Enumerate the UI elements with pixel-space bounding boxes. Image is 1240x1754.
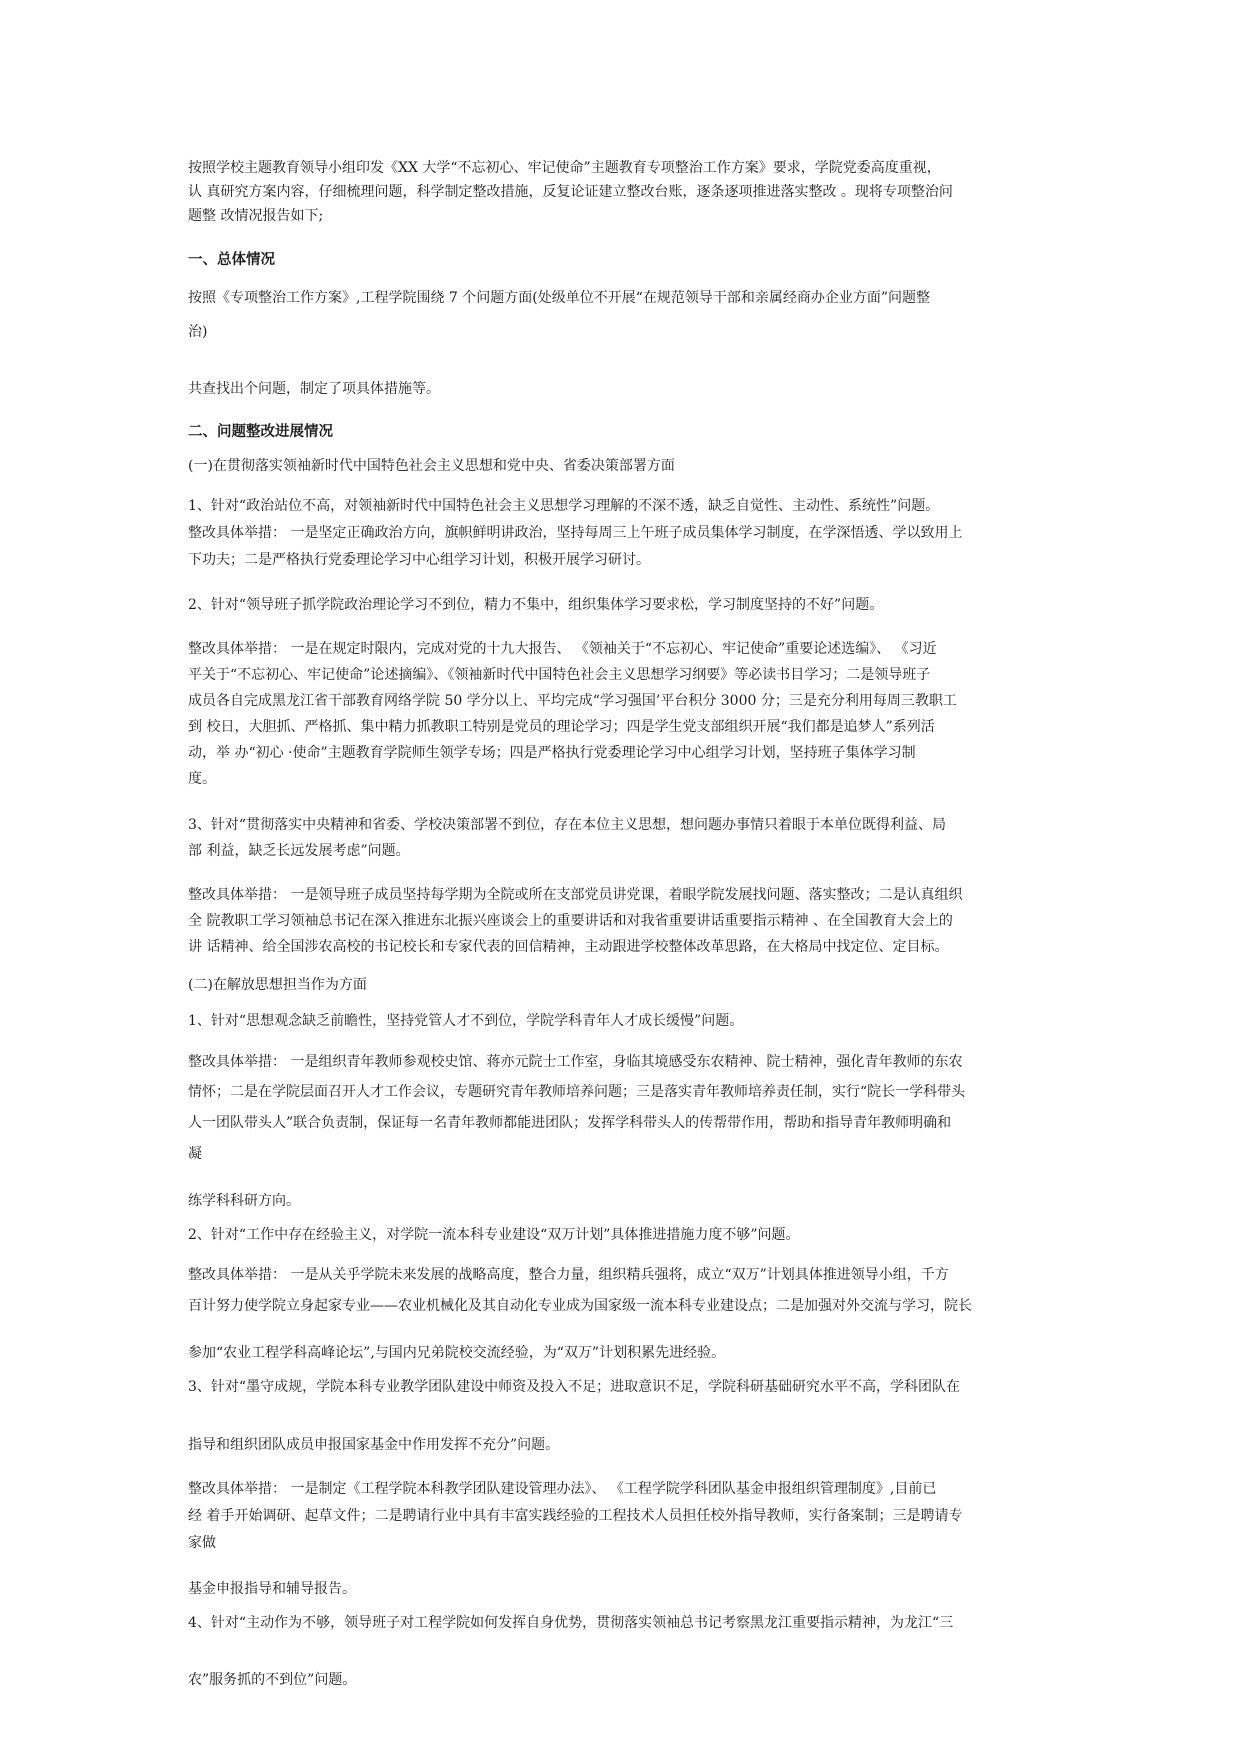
intro-line-2: 认 真研究方案内容，仔细梳理问题，科学制定整改措施，反复论证建立整改台账，逐条逐项推进落实整改 。现将专项整治问 xyxy=(188,184,953,200)
sub1-item3-title-line-2: 部 利益，缺乏长远发展考虑”问题。 xyxy=(188,843,410,859)
sub2-item1-tail: 练学科科研方向。 xyxy=(188,1193,300,1209)
sub1-item3-title-line-1: 3、针对“贯彻落实中央精神和省委、学校决策部署不到位，存在本位主义思想，想问题办事情只着眼于本单位既得利益、局 xyxy=(188,817,947,833)
section-1-line-3: 共查找出个问题，制定了项具体措施等。 xyxy=(188,381,440,397)
sub2-item3-tail: 基金申报指导和辅导报告。 xyxy=(188,1581,356,1597)
sub2-item1-measure-line-1: 整改具体举措： 一是组织青年教师参观校史馆、蒋亦元院士工作室，身临其境感受东农精神、院士精神，强化青年教师的东农 xyxy=(188,1054,963,1070)
sub1-item2-measure-line-6: 度。 xyxy=(188,771,216,787)
sub1-item2-measure-line-1: 整改具体举措： 一是在规定时限内，完成对党的十九大报告、 《领袖关于“不忘初心、牢记使命”重要论述选编》、 《习近 xyxy=(188,641,937,657)
intro-line-1: 按照学校主题教育领导小组印发《XX 大学“不忘初心、牢记使命”主题教育专项整治工作方案》要求，学院党委高度重视， xyxy=(188,160,941,176)
sub2-item3-measure-line-1: 整改具体举措： 一是制定《工程学院本科教学团队建设管理办法》、 《工程学院学科团队基金申报组织管理制度》,目前已 xyxy=(188,1481,937,1497)
sub1-item3-measure-line-2: 全 院教职工学习领袖总书记在深入推进东北振兴座谈会上的重要讲话和对我省重要讲话重要指示精神 、在全国教育大会上的 xyxy=(188,913,953,929)
sub2-item1-measure-line-2: 情怀；二是在学院层面召开人才工作会议，专题研究青年教师培养问题；三是落实青年教师培养责任制，实行“院长一学科带头 xyxy=(188,1084,966,1100)
sub1-item1-line-1: 1、针对“政治站位不高，对领袖新时代中国特色社会主义思想学习理解的不深不透，缺乏自觉性、主动性、系统性”问题。 xyxy=(188,498,940,514)
sub2-item4-title: 4、针对“主动作为不够，领导班子对工程学院如何发挥自身优势，贯彻落实领袖总书记考察黑龙江重要指示精神，为龙江“三 xyxy=(188,1615,954,1631)
sub1-item1-line-2: 整改具体举措： 一是坚定正确政治方向，旗帜鲜明讲政治，坚持每周三上午班子成员集体学习制度，在学深悟透、学以致用上 xyxy=(188,525,963,541)
sub2-item3-title: 3、针对“墨守成规，学院本科专业教学团队建设中师资及投入不足；进取意识不足，学院科研基础研究水平不高，学科团队在 xyxy=(188,1379,961,1395)
sub1-item1-line-3: 下功夫；二是严格执行党委理论学习中心组学习计划，积极开展学习研讨。 xyxy=(188,552,650,568)
subsection-2-title: (二)在解放思想担当作为方面 xyxy=(188,977,367,993)
sub2-item3-title-cont: 指导和组织团队成员申报国家基金中作用发挥不充分”问题。 xyxy=(188,1437,560,1453)
sub1-item2-measure-line-2: 平关于“不忘初心、牢记使命”论述摘编》、《领袖新时代中国特色社会主义思想学习纲要》等必读书目学习；二是领导班子 xyxy=(188,667,931,683)
sub1-item2-measure-line-5: 动，举 办“初心 ·使命”主题教育学院师生领学专场；四是严格执行党委理论学习中心组学习计划，坚持班子集体学习制 xyxy=(188,745,916,761)
sub2-item1-title: 1、针对“思想观念缺乏前瞻性，坚持党管人才不到位，学院学科青年人才成长缓慢”问题。 xyxy=(188,1013,744,1029)
sub2-item2-tail: 参加“农业工程学科高峰论坛”,与国内兄弟院校交流经验，为“双万”计划积累先进经验。 xyxy=(188,1345,726,1361)
intro-line-3: 题整 改情况报告如下; xyxy=(188,208,324,224)
section-1-line-2: 治) xyxy=(188,324,208,340)
section-1-line-1: 按照《专项整治工作方案》,工程学院围绕 7 个问题方面(处级单位不开展“在规范领导干部和亲属经商办企业方面”问题整 xyxy=(188,290,931,306)
sub2-item1-measure-line-4: 凝 xyxy=(188,1146,202,1162)
sub1-item3-measure-line-3: 讲 话精神、给全国涉农高校的书记校长和专家代表的回信精神，主动跟进学校整体改革思路，在大格局中找定位、定目标。 xyxy=(188,939,949,955)
sub1-item3-measure-line-1: 整改具体举措： 一是领导班子成员坚持每学期为全院或所在支部党员讲党课，着眼学院发展找问题、落实整改；二是认真组织 xyxy=(188,887,963,903)
sub2-item2-title: 2、针对“工作中存在经验主义，对学院一流本科专业建设“双万计划”具体推进措施力度不够”问题。 xyxy=(188,1227,800,1243)
sub2-item2-measure-line-2: 百计努力使学院立身起家专业——农业机械化及其自动化专业成为国家级一流本科专业建设点；二是加强对外交流与学习，院长 xyxy=(188,1298,972,1314)
sub1-item2-measure-line-4: 到 校日，大胆抓、严格抓、集中精力抓教职工特别是党员的理论学习；四是学生党支部组织开展“我们都是追梦人”系列活 xyxy=(188,719,935,735)
sub2-item4-title-cont: 农”服务抓的不到位”问题。 xyxy=(188,1672,357,1688)
subsection-1-title: (一)在贯彻落实领袖新时代中国特色社会主义思想和党中央、省委决策部署方面 xyxy=(188,458,675,474)
section-2-heading: 二、问题整改进展情况 xyxy=(188,424,333,440)
sub1-item2-measure-line-3: 成员各自完成黑龙江省干部教育网络学院 50 学分以上、平均完成“学习强国’平台积分 3000 分；三是充分利用每周三教职工 xyxy=(188,693,957,709)
sub2-item2-measure-line-1: 整改具体举措： 一是从关乎学院未来发展的战略高度，整合力量，组织精兵强将，成立“双万”计划具体推进领导小组，千方 xyxy=(188,1267,949,1283)
sub2-item1-measure-line-3: 人一团队带头人”联合负责制，保证每一名青年教师都能进团队；发挥学科带头人的传帮带作用，帮助和指导青年教师明确和 xyxy=(188,1115,952,1131)
sub2-item3-measure-line-3: 家做 xyxy=(188,1535,216,1551)
sub1-item2-title: 2、针对“领导班子抓学院政治理论学习不到位，精力不集中，组织集体学习要求松，学习制度坚持的不好”问题。 xyxy=(188,597,884,613)
section-1-heading: 一、总体情况 xyxy=(188,252,275,268)
sub2-item3-measure-line-2: 经 着手开始调研、起草文件；二是聘请行业中具有丰富实践经验的工程技术人员担任校外指导教师，实行备案制；三是聘请专 xyxy=(188,1508,963,1524)
